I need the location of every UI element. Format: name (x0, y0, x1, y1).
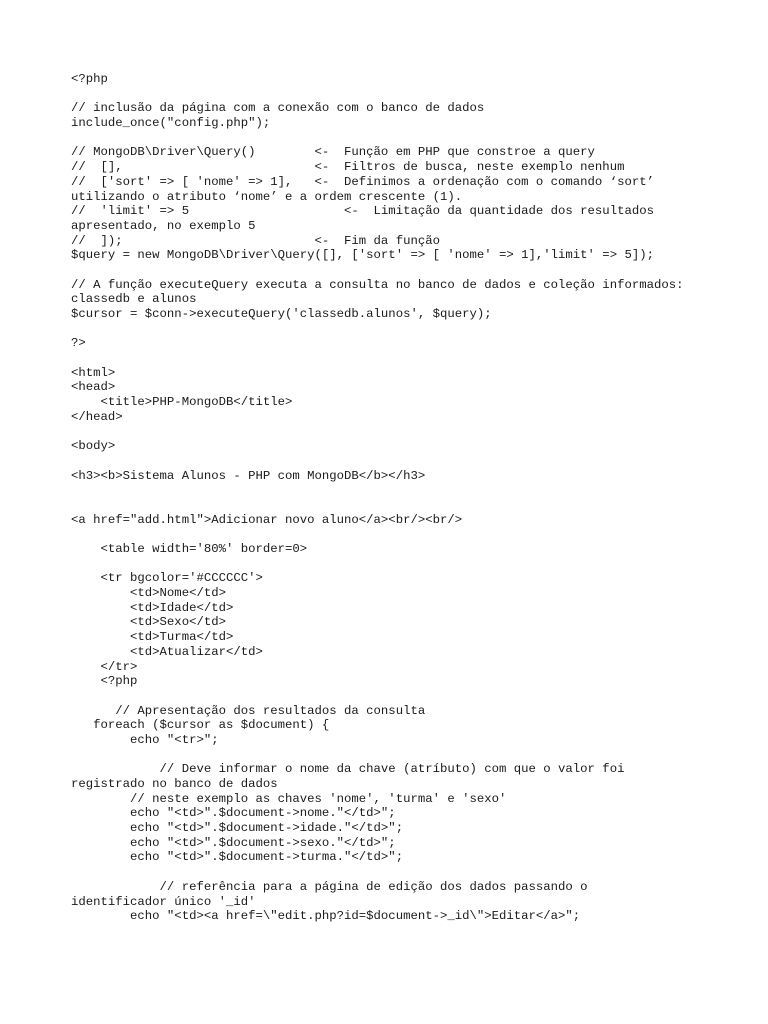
code-line: echo "<td><a href=\"edit.php?id=$document->_id\">Editar</a>"; (71, 909, 581, 924)
code-line (71, 498, 721, 513)
code-line (71, 131, 721, 146)
code-line: foreach ($cursor as $document) { (71, 718, 330, 733)
code-line: <a href="add.html">Adicionar novo aluno</a><br/><br/> (71, 512, 463, 527)
code-line: // inclusão da página com a conexão com o banco de dados (71, 101, 485, 116)
code-line: identificador único '_id' (71, 894, 256, 909)
code-line (71, 689, 721, 704)
code-line (71, 425, 721, 440)
code-line (71, 351, 721, 366)
code-line: </tr> (71, 659, 138, 674)
code-line: </head> (71, 409, 123, 424)
code-line (71, 322, 721, 337)
code-line: include_once("config.php"); (71, 116, 271, 131)
code-line: echo "<td>".$document->turma."</td>"; (71, 850, 404, 865)
code-line (71, 87, 721, 102)
code-line: // Apresentação dos resultados da consulta (71, 703, 426, 718)
code-line: registrado no banco de dados (71, 777, 278, 791)
code-line: <head> (71, 380, 116, 395)
code-line: <td>Nome</td> (71, 586, 226, 601)
code-line: // ]); <- Fim da função (71, 233, 440, 248)
code-line: // referência para a página de edição dos dados passando o (71, 879, 588, 894)
code-line: <td>Idade</td> (71, 600, 234, 615)
code-line: <td>Sexo</td> (71, 615, 226, 630)
code-line: <td>Turma</td> (71, 630, 234, 645)
code-line: // A função executeQuery executa a consulta no banco de dados e coleção informados: (71, 277, 684, 292)
code-line: // neste exemplo as chaves 'nome', 'turma' e 'sexo' (71, 791, 507, 806)
code-line: // [], <- Filtros de busca, neste exemplo nenhum (71, 160, 625, 175)
code-line: <?php (71, 674, 138, 689)
code-line: // 'limit' => 5 <- Limitação da quantidade dos resultados (71, 204, 654, 219)
code-line: $query = new MongoDB\Driver\Query([], ['sort' => [ 'nome' => 1],'limit' => 5]); (71, 248, 654, 263)
code-line: apresentado, no exemplo 5 (71, 218, 256, 233)
code-line: <html> (71, 365, 116, 380)
code-line (71, 454, 721, 469)
code-line: // MongoDB\Driver\Query() <- Função em PHP que constroe a query (71, 145, 595, 160)
code-line (71, 527, 721, 542)
code-listing (71, 72, 721, 924)
code-line: // ['sort' => [ 'nome' => 1], <- Definimos a ordenação com o comando ‘sort’ (71, 174, 654, 189)
code-line (71, 557, 721, 572)
code-line: echo "<td>".$document->idade."</td>"; (71, 821, 404, 836)
code-line: // Deve informar o nome da chave (atríbuto) com que o valor foi (71, 762, 625, 777)
code-line: <title>PHP-MongoDB</title> (71, 395, 293, 410)
code-line: echo "<td>".$document->sexo."</td>"; (71, 835, 396, 850)
code-line (71, 483, 721, 498)
code-line: <table width='80%' border=0> (71, 542, 308, 556)
code-line: <h3><b>Sistema Alunos - PHP com MongoDB</b></h3> (71, 468, 426, 483)
code-line: echo "<tr>"; (71, 732, 219, 747)
code-line: $cursor = $conn->executeQuery('classedb.alunos', $query); (71, 307, 492, 321)
code-line: classedb e alunos (71, 292, 197, 307)
code-line: <body> (71, 439, 116, 454)
code-line: ?> (71, 336, 86, 351)
code-line (71, 263, 721, 278)
code-line: <td>Atualizar</td> (71, 644, 263, 659)
code-line (71, 748, 721, 763)
code-line: utilizando o atributo ‘nome’ e a ordem crescente (1). (71, 189, 463, 204)
code-line (71, 865, 721, 880)
code-line: echo "<td>".$document->nome."</td>"; (71, 806, 396, 821)
code-line: <?php (71, 72, 108, 86)
code-line: <tr bgcolor='#CCCCCC'> (71, 571, 263, 586)
